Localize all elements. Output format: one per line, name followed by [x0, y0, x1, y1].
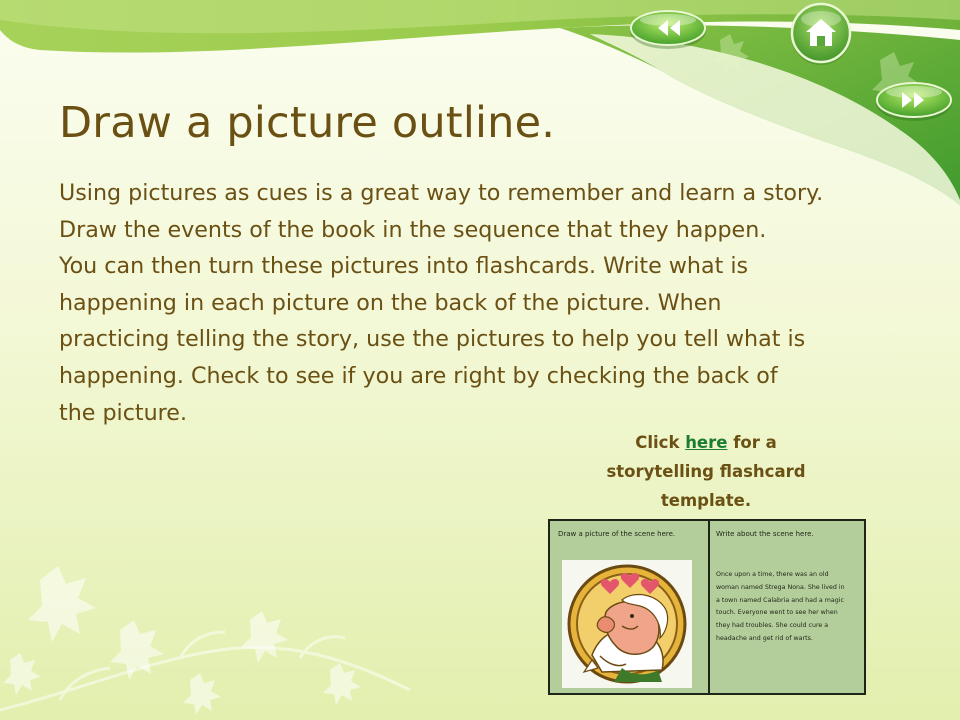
back-button[interactable] [628, 8, 708, 50]
story-line: a town named Calabria and had a magic [716, 596, 844, 604]
story-line: Once upon a time, there was an old [716, 571, 829, 578]
forward-button[interactable] [874, 80, 954, 122]
card-divider [708, 521, 710, 693]
flashcard-template-preview [548, 519, 866, 695]
caption-line3: template. [660, 491, 752, 510]
caption-line2: storytelling flashcard [606, 462, 806, 481]
body-line: the picture. [59, 399, 188, 426]
story-line: woman named Strega Nona. She lived in [716, 583, 845, 591]
story-line: they had troubles. She could cure a [716, 622, 829, 630]
caption-before: Click [635, 433, 686, 452]
card-left-label: Draw a picture of the scene here. [558, 530, 676, 538]
card-right-label: Write about the scene here. [716, 530, 814, 538]
story-line: touch. Everyone went to see her when [716, 609, 838, 617]
slide-body-text [59, 175, 939, 431]
story-line: headache and get rid of warts. [716, 634, 813, 642]
slide-title: Draw a picture outline. [59, 98, 556, 148]
home-button[interactable] [780, 2, 862, 66]
template-caption [590, 428, 822, 515]
body-line: You can then turn these pictures into flashcards. Write what is [59, 253, 749, 280]
strega-nona-illustration [562, 560, 692, 688]
body-line: practicing telling the story, use the pictures to help you tell what is [59, 326, 806, 353]
body-line: happening. Check to see if you are right by checking the back of [59, 362, 778, 389]
body-line: Using pictures as cues is a great way to remember and learn a story. [59, 180, 824, 206]
body-line: happening in each picture on the back of the picture. When [59, 289, 722, 316]
body-line: Draw the events of the book in the sequence that they happen. [59, 216, 767, 243]
caption-after: for a [727, 433, 777, 452]
leaf-vine-decoration [0, 540, 420, 720]
card-story-text [716, 569, 864, 646]
template-link[interactable]: here [685, 433, 728, 452]
